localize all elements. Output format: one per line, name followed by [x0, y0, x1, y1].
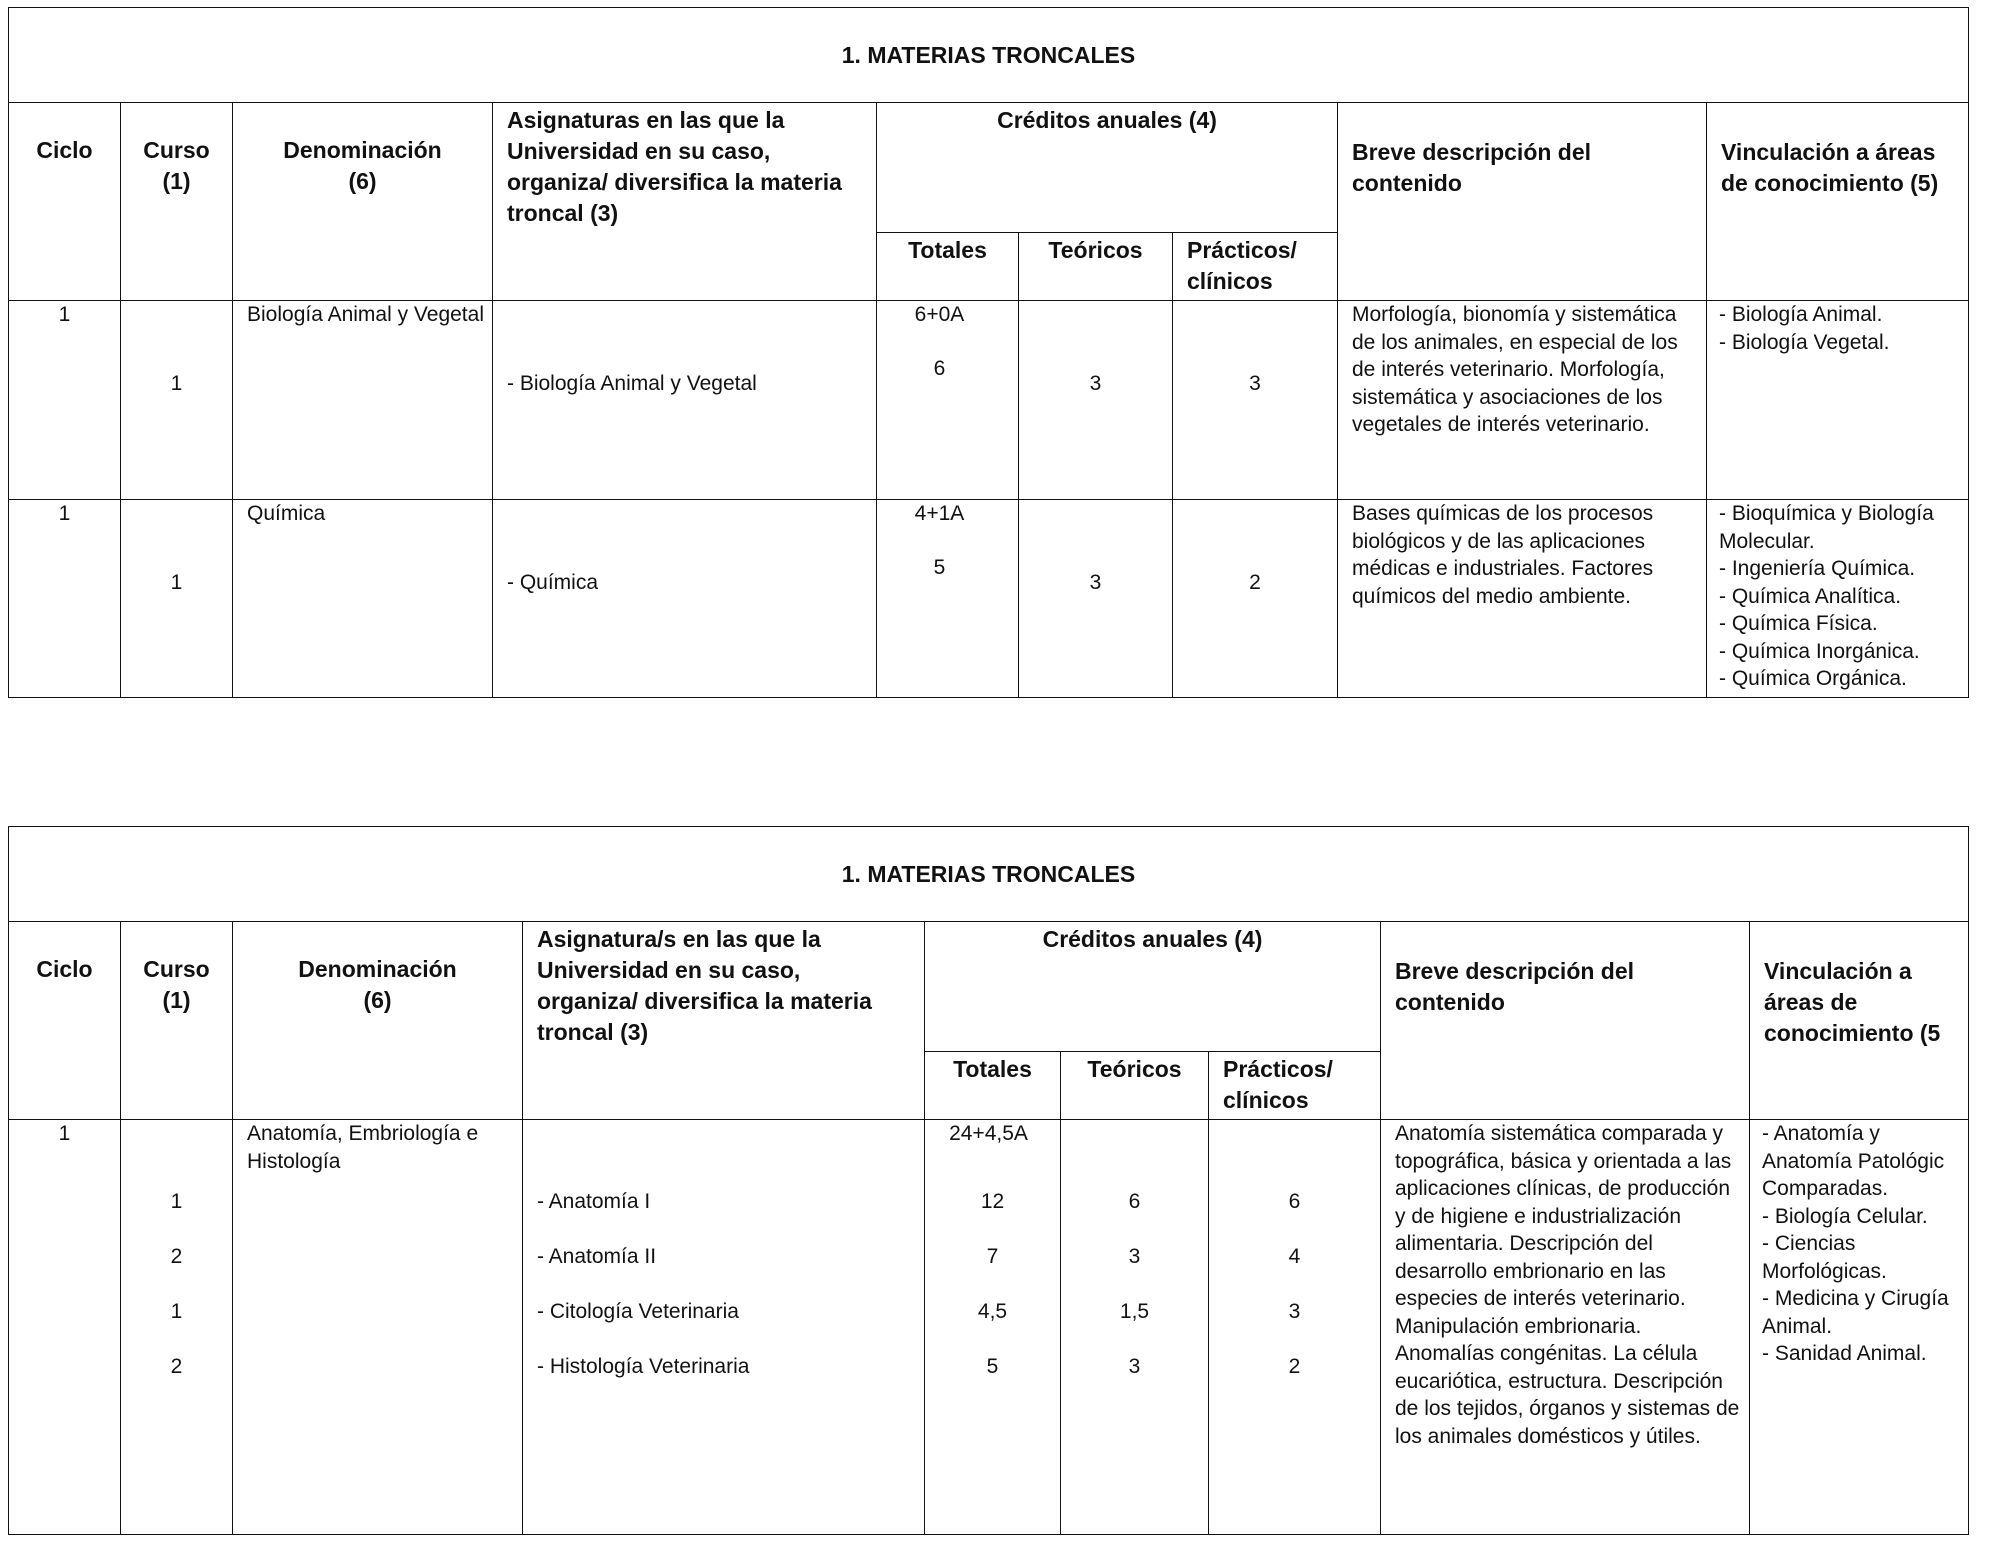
teoricos-value: 3: [1089, 570, 1102, 594]
cell-asignaturas: [493, 500, 877, 698]
curso-value: 2: [170, 1244, 183, 1268]
practicos-value: 6: [1288, 1189, 1301, 1213]
asignatura-value: - Anatomía II: [537, 1244, 657, 1268]
cell-curso: [121, 500, 233, 698]
header-vinculacion: Vinculación a áreas de conocimiento (5: [1750, 922, 1969, 1120]
asignatura-value: - Química: [507, 570, 599, 594]
header-descripcion: Breve descripción del contenido: [1338, 103, 1707, 301]
header-asignaturas: Asignaturas en las que la Universidad en su caso, organiza/ diversifica la materia troncal (3): [493, 103, 877, 301]
header-totales: Totales: [925, 1052, 1061, 1120]
table-row: [9, 1120, 1969, 1535]
area-item: - Sanidad Animal.: [1762, 1342, 1927, 1365]
cell-curso: [121, 1120, 233, 1535]
area-item: - Química Física.: [1719, 612, 1878, 635]
header-creditos: Créditos anuales (4): [877, 103, 1338, 233]
area-item: - Anatomía y Anatomía Patológic Comparadas.: [1762, 1122, 1945, 1200]
totales-materia: 24+4,5A: [949, 1122, 1028, 1145]
curso-value: 1: [170, 371, 183, 395]
cell-ciclo: 1: [9, 500, 121, 698]
area-item: - Ciencias Morfológicas.: [1762, 1232, 1887, 1283]
header-curso: Curso (1): [121, 103, 233, 301]
practicos-value: 4: [1288, 1244, 1301, 1268]
header-denominacion: Denominación (6): [233, 103, 493, 301]
asignatura-value: - Citología Veterinaria: [537, 1299, 739, 1323]
curso-value: 1: [170, 1189, 183, 1213]
cell-descripcion: Anatomía sistemática comparada y topográfica, básica y orientada a las aplicaciones clínicas, de producción y de higiene e industrialización alimentaria. Descripción del desarrollo embrionario en las especies de interés veterinario. Manipulación embrionaria. Anomalías congénitas. La célula eucariótica, estructura. Descripción de los tejidos, órganos y sistemas de los animales domésticos y útiles.: [1381, 1120, 1750, 1535]
area-item: - Ingeniería Química.: [1719, 557, 1916, 580]
totales-value: 5: [933, 556, 946, 580]
curso-value: 2: [170, 1354, 183, 1378]
cell-areas: [1750, 1120, 1969, 1535]
cell-curso: [121, 301, 233, 500]
area-item: - Biología Celular.: [1762, 1204, 1928, 1228]
area-item: - Biología Animal.: [1719, 303, 1883, 326]
table-row: [9, 500, 1969, 698]
curso-value: 1: [170, 570, 183, 594]
cell-totales: [877, 301, 1019, 500]
area-item: - Medicina y Cirugía Animal.: [1762, 1287, 1949, 1338]
cell-practicos: [1173, 500, 1338, 698]
header-ciclo: Ciclo: [9, 922, 121, 1120]
teoricos-value: 1,5: [1119, 1299, 1150, 1323]
totales-value: 12: [980, 1190, 1005, 1214]
totales-materia: 4+1A: [914, 502, 965, 525]
header-denominacion: Denominación (6): [233, 922, 523, 1120]
cell-teoricos: [1019, 500, 1173, 698]
header-creditos: Créditos anuales (4): [925, 922, 1381, 1052]
header-vinculacion: Vinculación a áreas de conocimiento (5): [1707, 103, 1969, 301]
practicos-value: 3: [1249, 371, 1261, 395]
area-item: - Química Inorgánica.: [1719, 639, 1920, 663]
teoricos-value: 3: [1089, 371, 1102, 395]
header-asignaturas: Asignatura/s en las que la Universidad en su caso, organiza/ diversifica la materia troncal (3): [523, 922, 925, 1120]
area-item: - Biología Vegetal.: [1719, 330, 1890, 354]
area-item: - Bioquímica y Biología Molecular.: [1719, 502, 1934, 553]
totales-value: 7: [986, 1245, 999, 1269]
totales-value: 6: [933, 357, 946, 381]
cell-asignaturas: [493, 301, 877, 500]
teoricos-value: 3: [1128, 1354, 1141, 1378]
totales-value: 5: [986, 1355, 999, 1379]
header-practicos: Prácticos/ clínicos: [1173, 233, 1338, 301]
header-ciclo: Ciclo: [9, 103, 121, 301]
cell-ciclo: 1: [9, 1120, 121, 1535]
header-descripcion: Breve descripción del contenido: [1381, 922, 1750, 1120]
cell-denominacion: Biología Animal y Vegetal: [233, 301, 493, 500]
materias-table-1: [8, 7, 1969, 698]
cell-totales: [877, 500, 1019, 698]
materias-table-2: [8, 826, 1969, 1535]
cell-areas: [1707, 500, 1969, 698]
totales-value: 4,5: [977, 1300, 1008, 1324]
cell-denominacion: Química: [233, 500, 493, 698]
cell-teoricos: [1061, 1120, 1209, 1535]
cell-areas: [1707, 301, 1969, 500]
totales-materia: 6+0A: [914, 303, 965, 326]
cell-ciclo: 1: [9, 301, 121, 500]
cell-descripcion: Morfología, bionomía y sistemática de los animales, en especial de los de interés veterinario. Morfología, sistemática y asociaciones de los vegetales de interés veterinario.: [1338, 301, 1707, 500]
cell-denominacion: Anatomía, Embriología e Histología: [233, 1120, 523, 1535]
table-row: [9, 301, 1969, 500]
curso-value: 1: [170, 1299, 183, 1323]
area-item: - Química Orgánica.: [1719, 667, 1907, 690]
teoricos-value: 6: [1128, 1189, 1141, 1213]
cell-descripcion: Bases químicas de los procesos biológicos y de las aplicaciones médicas e industriales. Factores químicos del medio ambiente.: [1338, 500, 1707, 698]
asignatura-value: - Biología Animal y Vegetal: [507, 371, 757, 395]
header-teoricos: Teóricos: [1019, 233, 1173, 301]
practicos-value: 3: [1288, 1299, 1301, 1323]
cell-practicos: [1173, 301, 1338, 500]
cell-practicos: [1209, 1120, 1381, 1535]
table-title: 1. MATERIAS TRONCALES: [9, 8, 1969, 103]
cell-teoricos: [1019, 301, 1173, 500]
area-item: - Química Analítica.: [1719, 584, 1902, 608]
header-totales: Totales: [877, 233, 1019, 301]
asignatura-value: - Anatomía I: [537, 1189, 651, 1213]
practicos-value: 2: [1288, 1354, 1301, 1378]
cell-asignaturas: [523, 1120, 925, 1535]
table-title: 1. MATERIAS TRONCALES: [9, 827, 1969, 922]
practicos-value: 2: [1249, 570, 1261, 594]
cell-totales: [925, 1120, 1061, 1535]
header-practicos: Prácticos/ clínicos: [1209, 1052, 1381, 1120]
asignatura-value: - Histología Veterinaria: [537, 1354, 750, 1378]
header-teoricos: Teóricos: [1061, 1052, 1209, 1120]
teoricos-value: 3: [1128, 1244, 1141, 1268]
header-curso: Curso (1): [121, 922, 233, 1120]
